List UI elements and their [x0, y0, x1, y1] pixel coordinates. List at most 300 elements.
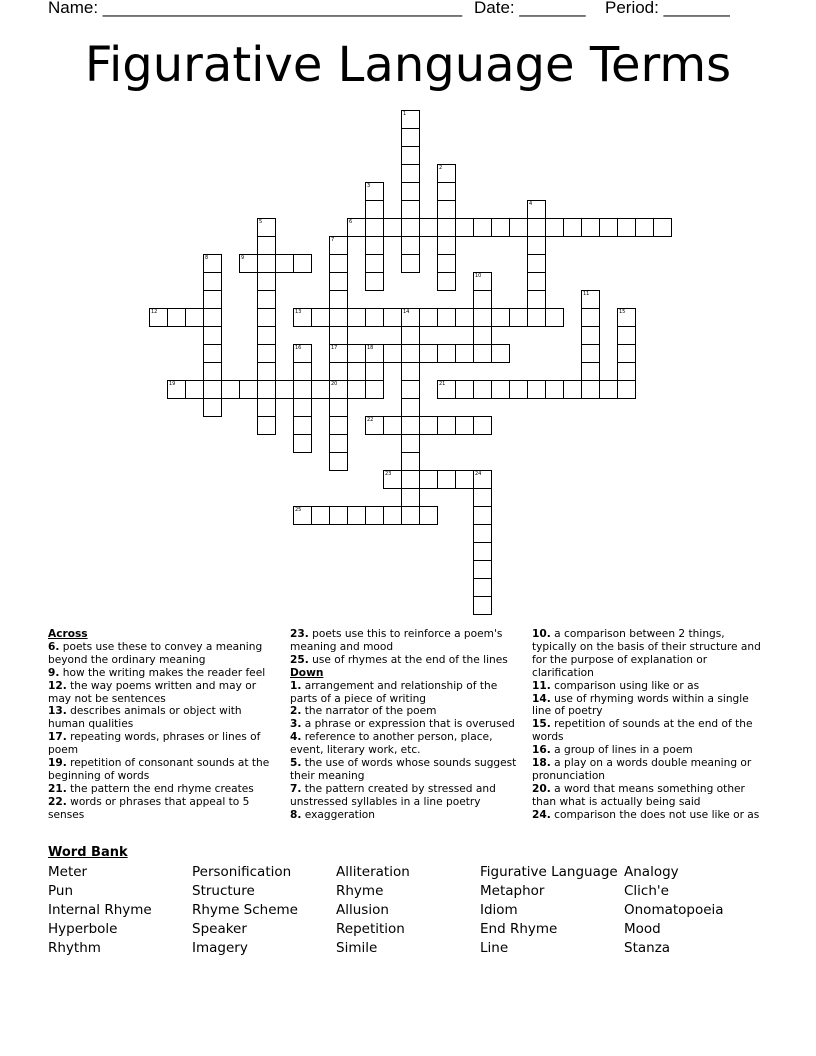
- crossword-cell[interactable]: [455, 416, 474, 435]
- crossword-cell[interactable]: [401, 308, 420, 327]
- crossword-cell[interactable]: [275, 254, 294, 273]
- crossword-cell[interactable]: [329, 254, 348, 273]
- crossword-cell[interactable]: [473, 308, 492, 327]
- crossword-cell[interactable]: [401, 128, 420, 147]
- crossword-cell[interactable]: [401, 200, 420, 219]
- crossword-cell[interactable]: [545, 218, 564, 237]
- word-bank-item: Clich'e: [624, 883, 669, 899]
- crossword-cell[interactable]: [329, 290, 348, 309]
- crossword-cell[interactable]: [203, 272, 222, 291]
- crossword-cell[interactable]: [365, 236, 384, 255]
- crossword-cell[interactable]: [527, 290, 546, 309]
- clue-number: 8.: [290, 808, 302, 821]
- crossword-cell[interactable]: [437, 416, 456, 435]
- cell-number: 22: [367, 417, 374, 423]
- clues-column-3: [532, 628, 764, 822]
- crossword-cell[interactable]: [257, 416, 276, 435]
- crossword-cell[interactable]: [437, 470, 456, 489]
- word-bank-item: Figurative Language: [480, 864, 618, 880]
- crossword-cell[interactable]: [329, 434, 348, 453]
- cell-number: 5: [259, 219, 263, 225]
- crossword-cell[interactable]: [401, 416, 420, 435]
- word-bank-item: Metaphor: [480, 883, 545, 899]
- down-clue: [290, 809, 522, 822]
- crossword-cell[interactable]: [365, 416, 384, 435]
- crossword-cell[interactable]: [599, 380, 618, 399]
- crossword-cell[interactable]: [329, 362, 348, 381]
- crossword-cell[interactable]: [257, 218, 276, 237]
- clue-text: the narrator of the poem: [301, 705, 437, 718]
- date-field[interactable]: Date: _______: [474, 0, 586, 17]
- crossword-cell[interactable]: [365, 506, 384, 525]
- crossword-cell[interactable]: [311, 506, 330, 525]
- word-bank-item: Personification: [192, 864, 292, 880]
- crossword-cell[interactable]: [365, 218, 384, 237]
- crossword-cell[interactable]: [401, 488, 420, 507]
- across-heading: Across: [48, 628, 88, 640]
- word-bank-item: Structure: [192, 883, 255, 899]
- crossword-cell[interactable]: [365, 362, 384, 381]
- crossword-cell[interactable]: [455, 380, 474, 399]
- crossword-cell[interactable]: [365, 272, 384, 291]
- clue-text: exaggeration: [301, 808, 375, 821]
- crossword-cell[interactable]: [329, 326, 348, 345]
- crossword-cell[interactable]: [437, 182, 456, 201]
- crossword-cell[interactable]: [545, 308, 564, 327]
- word-bank-item: Mood: [624, 921, 661, 937]
- word-bank-column-4: [480, 863, 618, 958]
- clue-number: 24.: [532, 808, 551, 821]
- crossword-cell[interactable]: [437, 236, 456, 255]
- clue-text: a group of lines in a poem: [550, 744, 693, 757]
- clue-text: the way poems written and may or may not be sentences: [48, 679, 257, 705]
- cell-number: 10: [475, 273, 482, 279]
- crossword-cell[interactable]: [239, 254, 258, 273]
- cell-number: 25: [295, 507, 302, 513]
- crossword-cell[interactable]: [293, 380, 312, 399]
- crossword-cell[interactable]: [437, 272, 456, 291]
- crossword-cell[interactable]: [257, 380, 276, 399]
- crossword-cell[interactable]: [473, 326, 492, 345]
- across-clue: [48, 641, 280, 667]
- crossword-cell[interactable]: [329, 308, 348, 327]
- clue-number: 3.: [290, 718, 302, 731]
- crossword-cell[interactable]: [437, 380, 456, 399]
- crossword-cell[interactable]: [581, 326, 600, 345]
- crossword-cell[interactable]: [347, 506, 366, 525]
- crossword-cell[interactable]: [257, 398, 276, 417]
- cell-number: 3: [367, 183, 371, 189]
- crossword-cell[interactable]: [509, 308, 528, 327]
- clue-text: a word that means something other than what is actually being said: [532, 782, 745, 808]
- crossword-cell[interactable]: [401, 218, 420, 237]
- crossword-cell[interactable]: [257, 272, 276, 291]
- crossword-cell[interactable]: [329, 272, 348, 291]
- clue-text: reference to another person, place, event, literary work, etc.: [290, 731, 493, 757]
- crossword-cell[interactable]: [455, 344, 474, 363]
- cell-number: 11: [583, 291, 590, 297]
- crossword-cell[interactable]: [455, 470, 474, 489]
- word-bank-column-2: [192, 863, 298, 958]
- clue-text: poets use this to reinforce a poem's meaning and mood: [290, 628, 503, 653]
- clue-text: comparison using like or as: [550, 679, 700, 692]
- cell-number: 8: [205, 255, 209, 261]
- across-clue: [48, 783, 280, 796]
- crossword-cell[interactable]: [419, 344, 438, 363]
- crossword-cell[interactable]: [401, 164, 420, 183]
- clue-text: comparison the does not use like or as: [550, 808, 760, 821]
- crossword-cell[interactable]: [509, 218, 528, 237]
- crossword-cell[interactable]: [347, 218, 366, 237]
- crossword-cell[interactable]: [419, 218, 438, 237]
- crossword-cell[interactable]: [473, 344, 492, 363]
- crossword-cell[interactable]: [203, 398, 222, 417]
- crossword-cell[interactable]: [581, 290, 600, 309]
- crossword-cell[interactable]: [257, 236, 276, 255]
- crossword-cell[interactable]: [203, 308, 222, 327]
- crossword-cell[interactable]: [617, 380, 636, 399]
- clue-text: arrangement and relationship of the parts of a piece of writing: [290, 679, 498, 705]
- clue-text: describes animals or object with human qualities: [48, 705, 242, 731]
- crossword-cell[interactable]: [419, 416, 438, 435]
- crossword-cell[interactable]: [581, 362, 600, 381]
- cell-number: 13: [295, 309, 302, 315]
- cell-number: 16: [295, 345, 302, 351]
- cell-number: 18: [367, 345, 374, 351]
- crossword-cell[interactable]: [401, 470, 420, 489]
- crossword-cell[interactable]: [275, 380, 294, 399]
- crossword-cell[interactable]: [491, 344, 510, 363]
- crossword-cell[interactable]: [473, 578, 492, 597]
- crossword-cell[interactable]: [257, 290, 276, 309]
- cell-number: 9: [241, 255, 245, 261]
- clue-number: 6.: [48, 640, 60, 653]
- cell-number: 6: [349, 219, 353, 225]
- word-bank-item: Hyperbole: [48, 921, 118, 937]
- across-clue: [48, 796, 280, 822]
- crossword-cell[interactable]: [401, 110, 420, 129]
- crossword-cell[interactable]: [473, 560, 492, 579]
- word-bank-item: Rhythm: [48, 940, 101, 956]
- crossword-cell[interactable]: [365, 380, 384, 399]
- crossword-cell[interactable]: [527, 308, 546, 327]
- crossword-cell[interactable]: [491, 218, 510, 237]
- crossword-cell[interactable]: [293, 434, 312, 453]
- word-bank-item: Simile: [336, 940, 378, 956]
- crossword-cell[interactable]: [437, 308, 456, 327]
- word-bank-item: Alliteration: [336, 864, 410, 880]
- crossword-cell[interactable]: [509, 380, 528, 399]
- crossword-cell[interactable]: [527, 380, 546, 399]
- clue-text: a phrase or expression that is overused: [301, 718, 515, 731]
- crossword-cell[interactable]: [455, 308, 474, 327]
- across-clue: [48, 705, 280, 731]
- crossword-cell[interactable]: [401, 182, 420, 201]
- word-bank-item: Onomatopoeia: [624, 902, 724, 918]
- cell-number: 12: [151, 309, 158, 315]
- word-bank-item: Internal Rhyme: [48, 902, 152, 918]
- clue-number: 21.: [48, 782, 67, 795]
- crossword-cell[interactable]: [401, 236, 420, 255]
- cell-number: 14: [403, 309, 410, 315]
- crossword-cell[interactable]: [365, 344, 384, 363]
- crossword-cell[interactable]: [239, 380, 258, 399]
- crossword-cell[interactable]: [617, 344, 636, 363]
- down-clue: [290, 783, 522, 809]
- crossword-cell[interactable]: [401, 380, 420, 399]
- crossword-cell[interactable]: [527, 236, 546, 255]
- crossword-cell[interactable]: [581, 218, 600, 237]
- crossword-cell[interactable]: [329, 380, 348, 399]
- crossword-cell[interactable]: [617, 308, 636, 327]
- crossword-cell[interactable]: [401, 344, 420, 363]
- clue-number: 5.: [290, 757, 302, 770]
- across-clue: [290, 628, 522, 654]
- crossword-cell[interactable]: [347, 344, 366, 363]
- crossword-cell[interactable]: [293, 506, 312, 525]
- crossword-cell[interactable]: [401, 506, 420, 525]
- cell-number: 4: [529, 201, 533, 207]
- clue-text: a play on a words double meaning or pronunciation: [532, 757, 752, 782]
- clue-number: 20.: [532, 782, 551, 795]
- crossword-cell[interactable]: [329, 398, 348, 417]
- down-clue: [532, 628, 764, 680]
- crossword-cell[interactable]: [257, 344, 276, 363]
- crossword-cell[interactable]: [401, 146, 420, 165]
- cell-number: 21: [439, 381, 446, 387]
- crossword-cell[interactable]: [527, 218, 546, 237]
- crossword-cell[interactable]: [293, 344, 312, 363]
- crossword-cell[interactable]: [257, 362, 276, 381]
- clue-number: 25.: [290, 653, 309, 666]
- down-clue: [290, 680, 522, 706]
- down-clue: [532, 693, 764, 719]
- clue-number: 17.: [48, 731, 67, 744]
- crossword-cell[interactable]: [293, 398, 312, 417]
- clue-text: repetition of sounds at the end of the words: [532, 718, 753, 744]
- clue-number: 10.: [532, 628, 551, 640]
- crossword-cell[interactable]: [185, 380, 204, 399]
- crossword-cell[interactable]: [329, 344, 348, 363]
- crossword-cell[interactable]: [203, 326, 222, 345]
- crossword-cell[interactable]: [185, 308, 204, 327]
- word-bank-item: Analogy: [624, 864, 679, 880]
- crossword-cell[interactable]: [329, 506, 348, 525]
- crossword-cell[interactable]: [473, 596, 492, 615]
- page-title: Figurative Language Terms: [84, 37, 732, 93]
- crossword-cell[interactable]: [383, 416, 402, 435]
- crossword-cell[interactable]: [491, 380, 510, 399]
- clues-column-2: [290, 628, 522, 822]
- clue-number: 19.: [48, 757, 67, 770]
- down-clue: [290, 718, 522, 731]
- crossword-cell[interactable]: [437, 254, 456, 273]
- crossword-cell[interactable]: [401, 398, 420, 417]
- clue-text: use of rhyming words within a single line of poetry: [532, 692, 749, 718]
- down-clue: [290, 731, 522, 757]
- crossword-cell[interactable]: [581, 380, 600, 399]
- crossword-cell[interactable]: [383, 308, 402, 327]
- word-bank-item: End Rhyme: [480, 921, 558, 937]
- crossword-cell[interactable]: [329, 416, 348, 435]
- clue-number: 22.: [48, 795, 67, 808]
- across-clue: [290, 654, 522, 667]
- crossword-cell[interactable]: [653, 218, 672, 237]
- word-bank-item: Stanza: [624, 940, 671, 956]
- crossword-cell[interactable]: [527, 254, 546, 273]
- crossword-cell[interactable]: [563, 218, 582, 237]
- crossword-cell[interactable]: [347, 380, 366, 399]
- crossword-cell[interactable]: [365, 254, 384, 273]
- crossword-cell[interactable]: [473, 542, 492, 561]
- crossword-cell[interactable]: [545, 380, 564, 399]
- crossword-cell[interactable]: [617, 218, 636, 237]
- clue-number: 14.: [532, 692, 551, 705]
- word-bank-item: Allusion: [336, 902, 389, 918]
- crossword-cell[interactable]: [581, 344, 600, 363]
- down-heading: Down: [290, 666, 324, 679]
- crossword-cell[interactable]: [617, 326, 636, 345]
- clue-number: 11.: [532, 679, 551, 692]
- clue-text: the pattern the end rhyme creates: [66, 782, 254, 795]
- word-bank-item: Repetition: [336, 921, 405, 937]
- word-bank-item: Rhyme Scheme: [192, 902, 298, 918]
- crossword-cell[interactable]: [401, 362, 420, 381]
- crossword-cell[interactable]: [365, 182, 384, 201]
- clues-column-1: [48, 628, 280, 822]
- clue-text: poets use these to convey a meaning beyond the ordinary meaning: [48, 640, 263, 666]
- crossword-cell[interactable]: [473, 488, 492, 507]
- crossword-cell[interactable]: [491, 308, 510, 327]
- crossword-cell[interactable]: [203, 362, 222, 381]
- clue-number: 23.: [290, 628, 309, 640]
- clue-text: the pattern created by stressed and unstressed syllables in a line poetry: [290, 782, 496, 808]
- crossword-cell[interactable]: [581, 308, 600, 327]
- across-clue: [48, 757, 280, 783]
- word-bank-column-1: [48, 863, 152, 958]
- crossword-cell[interactable]: [473, 506, 492, 525]
- crossword-cell[interactable]: [527, 272, 546, 291]
- crossword-cell[interactable]: [617, 362, 636, 381]
- across-clue: [48, 731, 280, 757]
- clue-number: 12.: [48, 679, 67, 692]
- crossword-cell[interactable]: [401, 254, 420, 273]
- down-clue: [532, 809, 764, 822]
- crossword-cell[interactable]: [383, 218, 402, 237]
- crossword-cell[interactable]: [221, 380, 240, 399]
- crossword-cell[interactable]: [167, 380, 186, 399]
- cell-number: 19: [169, 381, 176, 387]
- crossword-cell[interactable]: [293, 416, 312, 435]
- crossword-cell[interactable]: [437, 164, 456, 183]
- crossword-cell[interactable]: [437, 218, 456, 237]
- crossword-cell[interactable]: [401, 326, 420, 345]
- crossword-cell[interactable]: [401, 452, 420, 471]
- clue-number: 18.: [532, 757, 551, 770]
- cell-number: 20: [331, 381, 338, 387]
- name-field[interactable]: Name: ______________________________________: [48, 0, 463, 17]
- clue-number: 13.: [48, 705, 67, 718]
- clue-number: 15.: [532, 718, 551, 731]
- crossword-cell[interactable]: [365, 200, 384, 219]
- crossword-cell[interactable]: [149, 308, 168, 327]
- crossword-cell[interactable]: [167, 308, 186, 327]
- crossword-cell[interactable]: [203, 290, 222, 309]
- crossword-cell[interactable]: [527, 200, 546, 219]
- clue-number: 7.: [290, 782, 302, 795]
- crossword-cell[interactable]: [383, 344, 402, 363]
- clue-number: 1.: [290, 679, 302, 692]
- crossword-cell[interactable]: [257, 326, 276, 345]
- cell-number: 24: [475, 471, 482, 477]
- crossword-cell[interactable]: [383, 470, 402, 489]
- crossword-cell[interactable]: [419, 506, 438, 525]
- crossword-cell[interactable]: [437, 200, 456, 219]
- crossword-cell[interactable]: [329, 236, 348, 255]
- crossword-cell[interactable]: [473, 380, 492, 399]
- down-clue: [532, 680, 764, 693]
- crossword-cell[interactable]: [599, 218, 618, 237]
- crossword-cell[interactable]: [635, 218, 654, 237]
- clue-text: repeating words, phrases or lines of poem: [48, 731, 261, 757]
- crossword-cell[interactable]: [293, 362, 312, 381]
- clue-text: how the writing makes the reader feel: [59, 666, 266, 679]
- crossword-cell[interactable]: [329, 452, 348, 471]
- crossword-cell[interactable]: [293, 308, 312, 327]
- cell-number: 23: [385, 471, 392, 477]
- crossword-cell[interactable]: [437, 344, 456, 363]
- cell-number: 15: [619, 309, 626, 315]
- crossword-cell[interactable]: [365, 308, 384, 327]
- crossword-cell[interactable]: [257, 308, 276, 327]
- crossword-cell[interactable]: [203, 380, 222, 399]
- word-bank-column-5: [624, 863, 724, 958]
- word-bank-item: Meter: [48, 864, 88, 880]
- cell-number: 7: [331, 237, 335, 243]
- word-bank-item: Idiom: [480, 902, 518, 918]
- word-bank-item: Rhyme: [336, 883, 384, 899]
- crossword-cell[interactable]: [401, 434, 420, 453]
- clue-text: the use of words whose sounds suggest their meaning: [290, 757, 517, 782]
- crossword-cell[interactable]: [347, 308, 366, 327]
- crossword-cell[interactable]: [203, 254, 222, 273]
- crossword-cell[interactable]: [455, 218, 474, 237]
- crossword-cell[interactable]: [203, 344, 222, 363]
- crossword-cell[interactable]: [293, 254, 312, 273]
- crossword-cell[interactable]: [473, 524, 492, 543]
- crossword-cell[interactable]: [563, 380, 582, 399]
- crossword-cell[interactable]: [473, 272, 492, 291]
- crossword-cell[interactable]: [311, 380, 330, 399]
- clue-number: 2.: [290, 705, 302, 718]
- clue-text: words or phrases that appeal to 5 senses: [48, 795, 250, 821]
- down-clue: [290, 757, 522, 783]
- word-bank-item: Pun: [48, 883, 74, 899]
- crossword-cell[interactable]: [473, 218, 492, 237]
- crossword-cell[interactable]: [311, 308, 330, 327]
- crossword-cell[interactable]: [419, 470, 438, 489]
- crossword-cell[interactable]: [419, 308, 438, 327]
- crossword-cell[interactable]: [473, 290, 492, 309]
- period-field[interactable]: Period: _______: [605, 0, 730, 17]
- clue-number: 4.: [290, 731, 302, 744]
- crossword-cell[interactable]: [473, 470, 492, 489]
- crossword-cell[interactable]: [473, 416, 492, 435]
- word-bank-item: Imagery: [192, 940, 248, 956]
- crossword-cell[interactable]: [257, 254, 276, 273]
- word-bank-item: Speaker: [192, 921, 247, 937]
- crossword-cell[interactable]: [383, 506, 402, 525]
